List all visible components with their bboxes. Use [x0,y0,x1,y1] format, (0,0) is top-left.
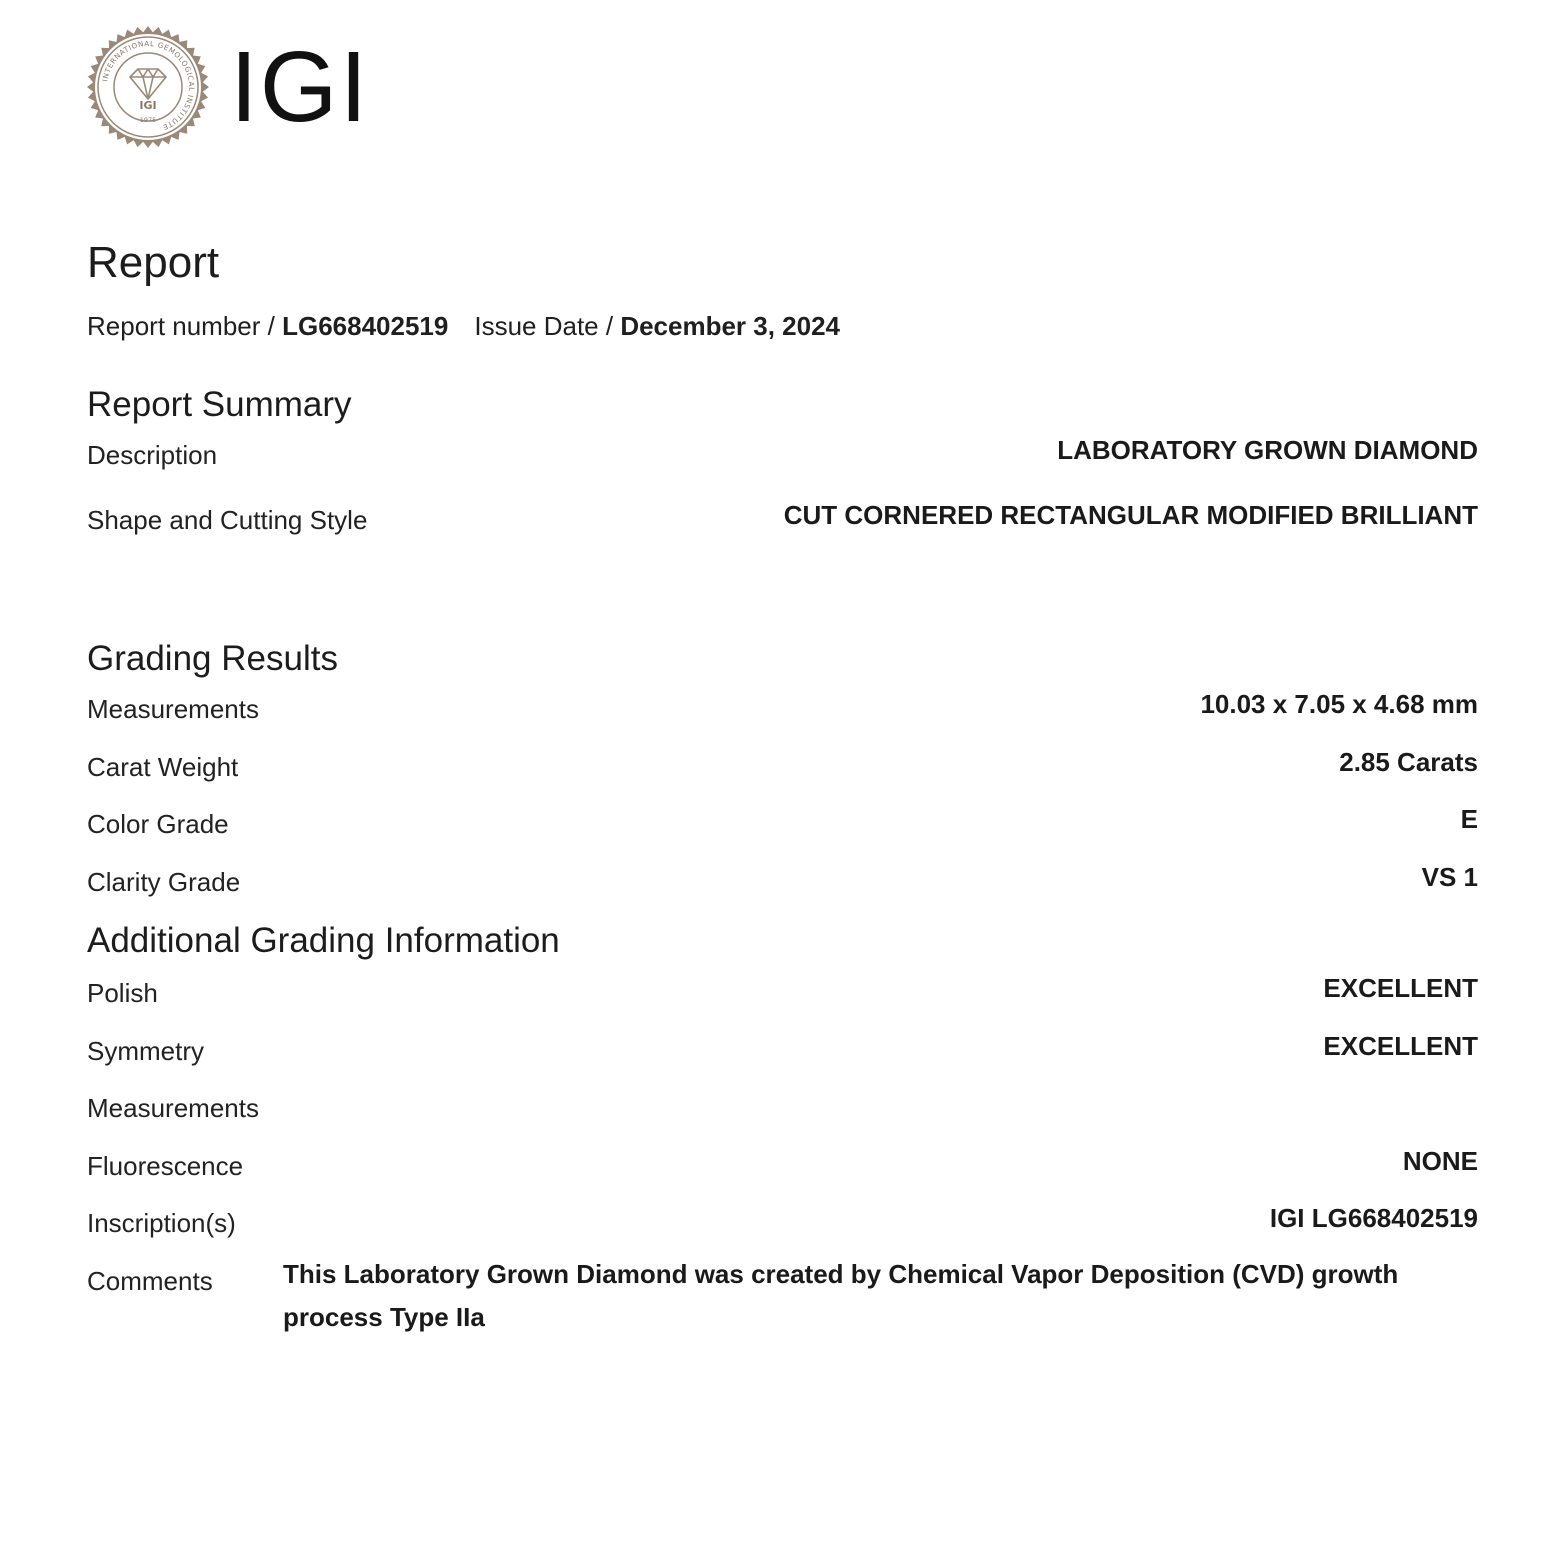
comments-label: Comments [87,1265,213,1296]
issue-date-label: Issue Date / [474,311,621,341]
report-summary-title: Report Summary [87,385,352,424]
report-number: LG668402519 [282,311,449,341]
additional-row-polish [87,973,1478,1031]
svg-text:1975: 1975 [139,116,157,124]
row-value: 2.85 Carats [1339,746,1478,777]
summary-row-description [87,435,1478,500]
row-value: E [1460,804,1478,834]
row-value: LABORATORY GROWN DIAMOND [1057,435,1478,465]
additional-grading-title: Additional Grading Information [87,921,560,960]
row-label: Clarity Grade [87,866,241,897]
additional-row-measurements [87,1088,1478,1146]
row-value: EXCELLENT [1323,973,1478,1003]
grading-row-measurements [87,689,1478,747]
row-value: NONE [1402,1145,1478,1176]
svg-text:INTERNATIONAL GEMOLOGICAL INST: INTERNATIONAL GEMOLOGICAL INSTITUTE [100,38,197,133]
row-label: Color Grade [87,809,229,839]
row-label: Description [87,440,218,470]
report-meta [87,306,1478,346]
grading-results-rows [87,689,1478,919]
row-label: Measurements [87,1093,259,1123]
row-value: IGI LG668402519 [1269,1203,1478,1233]
row-label: Carat Weight [87,751,239,782]
grading-row-carat-weight [87,747,1478,805]
page-title: Report [87,238,220,287]
row-label: Shape and Cutting Style [87,505,368,535]
igi-wordmark: IGI [230,31,370,143]
report-content [87,232,1478,1339]
row-value: EXCELLENT [1323,1030,1478,1061]
comments-value: This Laboratory Grown Diamond was created by Chemical Vapor Deposition (CVD) growth process Type IIa [283,1258,1399,1332]
row-label: Fluorescence [87,1150,244,1181]
additional-row-symmetry [87,1031,1478,1089]
row-label: Measurements [87,694,259,724]
report-summary-rows [87,435,1478,565]
additional-grading-rows [87,973,1478,1261]
report-number-label: Report number / [87,311,283,341]
row-label: Polish [87,978,158,1008]
header [86,24,369,150]
row-label: Inscription(s) [87,1208,236,1238]
grading-results-title: Grading Results [87,639,338,678]
igi-seal-logo [86,25,210,149]
svg-text:IGI: IGI [139,99,157,112]
summary-row-shape [87,500,1478,565]
additional-row-comments [87,1258,1478,1339]
grading-row-color-grade [87,804,1478,862]
row-value: VS 1 [1421,861,1478,892]
row-value: 10.03 x 7.05 x 4.68 mm [1200,689,1478,719]
issue-date: December 3, 2024 [620,311,841,341]
grading-row-clarity-grade [87,862,1478,920]
row-label: Symmetry [87,1035,204,1066]
additional-row-fluorescence [87,1146,1478,1204]
row-value: CUT CORNERED RECTANGULAR MODIFIED BRILLIANT [783,500,1478,530]
